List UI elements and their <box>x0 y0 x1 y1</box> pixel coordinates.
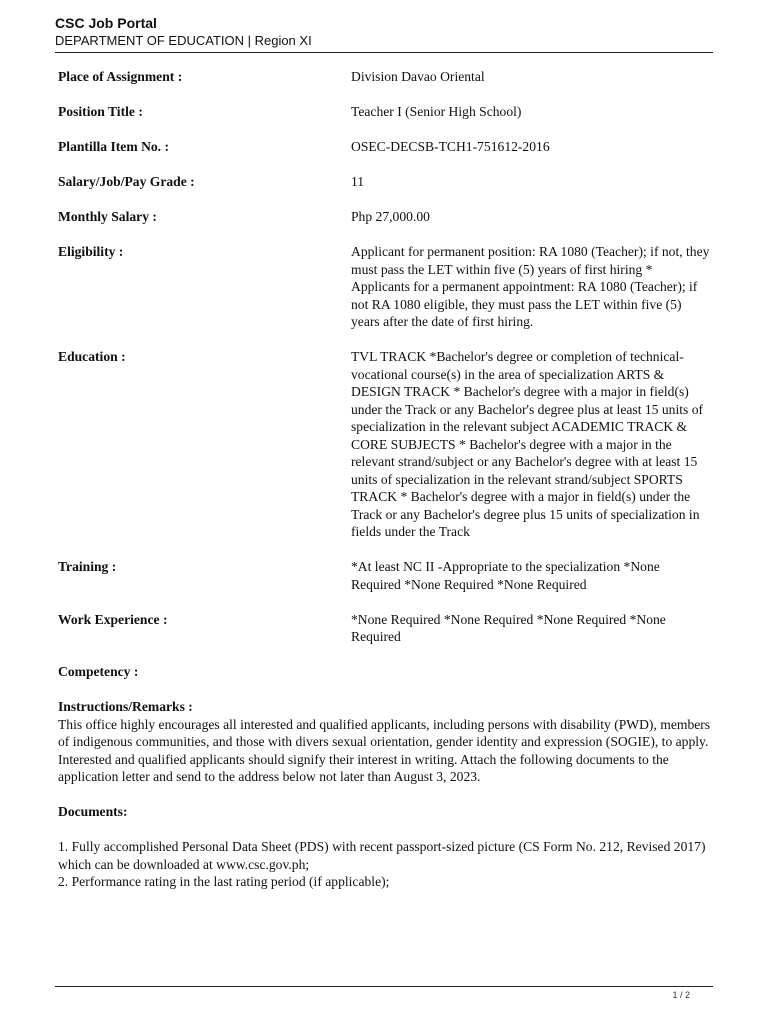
field-value: 11 <box>351 174 365 189</box>
portal-title: CSC Job Portal <box>55 15 157 31</box>
field-label: Education : <box>58 349 126 364</box>
document-item: 2. Performance rating in the last rating period (if applicable); <box>58 874 390 889</box>
header-divider <box>55 52 713 53</box>
field-value: OSEC-DECSB-TCH1-751612-2016 <box>351 139 550 154</box>
field-row-training <box>58 558 713 593</box>
field-value: *At least NC II -Appropriate to the specialization *None Required *None Required *None Required <box>351 559 660 592</box>
field-value: TVL TRACK *Bachelor's degree or completion of technical-vocational course(s) in the area of specialization ARTS & DESIGN TRACK * Bachelor's degree with a major in field(s) under the Track or any Bachelor's degree plus at least 15 units of specialization in the relevant subject ACADEMIC TRACK & CORE SUBJECTS * Bachelor's degree with a major in the relevant strand/subject or any Bachelor's degree with at least 15 units of specialization in the relevant strand/subject SPORTS TRACK * Bachelor's degree with a major in field(s) under the Track or any Bachelor's degree plus 15 units of specialization in fields under the Track <box>351 349 704 539</box>
field-value: Teacher I (Senior High School) <box>351 104 522 119</box>
field-label: Plantilla Item No. : <box>58 139 170 154</box>
field-row-eligibility <box>58 243 713 331</box>
field-row-education <box>58 348 713 541</box>
competency-label: Competency : <box>58 664 139 679</box>
field-label: Position Title : <box>58 104 143 119</box>
field-row-monthly-salary <box>58 208 713 226</box>
document-item: 1. Fully accomplished Personal Data Sheet (PDS) with recent passport-sized picture (CS Form No. 212, Revised 2017) which can be downloaded at www.csc.gov.ph; <box>58 839 706 872</box>
page-number: 1 / 2 <box>672 990 690 1000</box>
instructions-label: Instructions/Remarks : <box>58 699 193 714</box>
field-row-work-experience <box>58 611 713 646</box>
field-label: Eligibility : <box>58 244 124 259</box>
field-label: Place of Assignment : <box>58 69 183 84</box>
field-label: Salary/Job/Pay Grade : <box>58 174 195 189</box>
field-row-position-title <box>58 103 713 121</box>
document-header <box>55 14 713 49</box>
field-value: *None Required *None Required *None Required *None Required <box>351 611 666 644</box>
field-row-salary-grade <box>58 173 713 191</box>
documents-label: Documents: <box>58 804 128 819</box>
field-value: Division Davao Oriental <box>351 69 485 84</box>
job-details <box>58 68 713 891</box>
field-label: Training : <box>58 559 117 574</box>
field-value: Php 27,000.00 <box>351 209 430 224</box>
field-label: Work Experience : <box>58 611 168 627</box>
instructions-text: This office highly encourages all interested and qualified applicants, including persons with disability (PWD), members of indigenous communities, and those with divers sexual orientation, gender identity and expression (SOGIE), to apply. Interested and qualified applicants should signify their interest in writing. Attach the following documents to the application letter and send to the address below not later than August 3, 2023. <box>58 716 711 784</box>
footer-divider <box>55 986 713 987</box>
field-row-place-of-assignment <box>58 68 713 86</box>
field-value: Applicant for permanent position: RA 1080 (Teacher); if not, they must pass the LET within five (5) years of first hiring * Applicants for a permanent appointment: RA 1080 (Teacher); if not RA 1080 eligible, they must pass the LET within five (5) years after the date of first hiring. <box>351 244 710 329</box>
field-row-plantilla-item <box>58 138 713 156</box>
field-label: Monthly Salary : <box>58 209 157 224</box>
department-subtitle: DEPARTMENT OF EDUCATION | Region XI <box>55 33 312 48</box>
